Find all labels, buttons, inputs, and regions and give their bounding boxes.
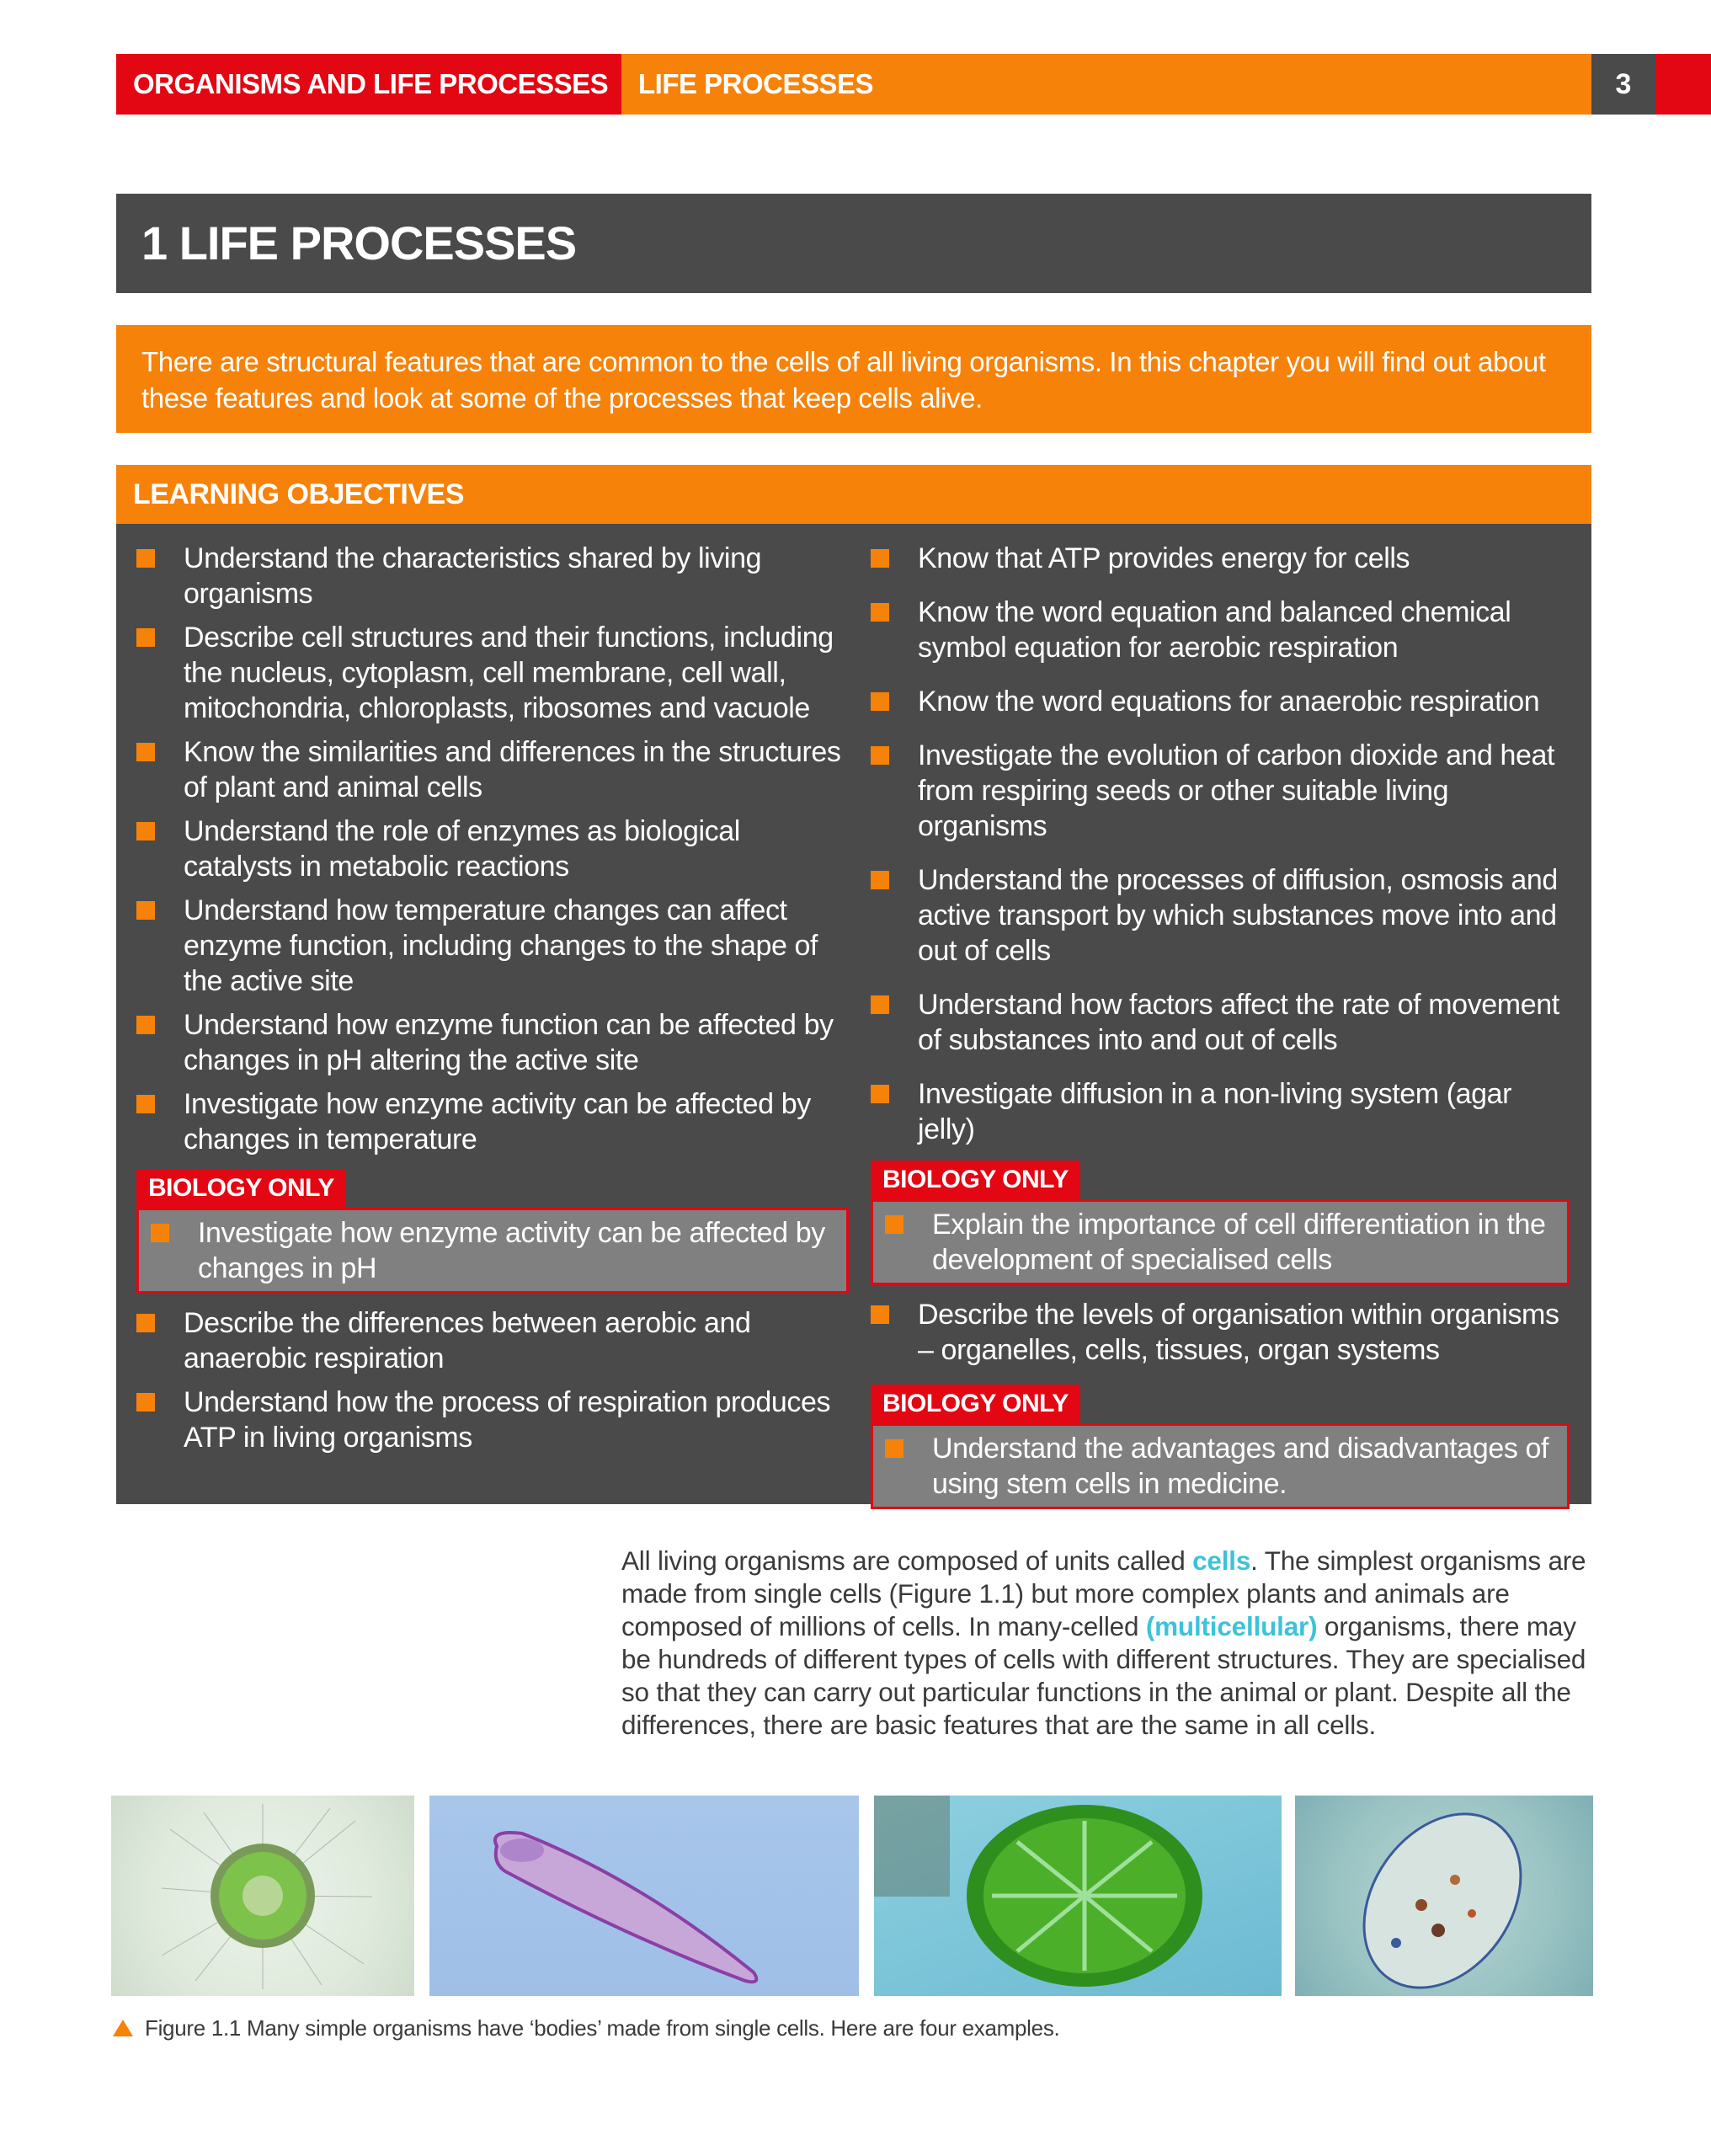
body-paragraph: All living organisms are composed of units called cells. The simplest organisms are made from single cells (Figure 1.1) but more complex plants and animals are composed of millions of cells. In many-celled (multicellular) organisms, there may be hundreds of different types of cells with different structures. They are specialised so that they can carry out particular functions in the animal or plant. Despite all the differences, there are basic features that are the same in all cells. xyxy=(621,1545,1586,1740)
biology-only-label: BIOLOGY ONLY xyxy=(871,1385,1080,1423)
objective-item: Know that ATP provides energy for cells xyxy=(871,541,1570,576)
objective-item: Understand the advantages and disadvantages of using stem cells in medicine. xyxy=(885,1431,1555,1502)
page-number: 3 xyxy=(1591,54,1655,115)
objective-item: Understand how enzyme function can be affected by changes in pH altering the active site xyxy=(136,1007,849,1078)
biology-only-label: BIOLOGY ONLY xyxy=(136,1169,346,1208)
figure-image-paramecium xyxy=(1295,1796,1593,1996)
square-bullet-icon xyxy=(136,1095,155,1113)
header-chapter-title: LIFE PROCESSES xyxy=(638,68,874,99)
objective-item: Explain the importance of cell differentiation in the development of specialised cells xyxy=(885,1207,1555,1278)
biology-only-label: BIOLOGY ONLY xyxy=(871,1161,1080,1199)
square-bullet-icon xyxy=(136,628,155,647)
objective-item: Describe cell structures and their functions, including the nucleus, cytoplasm, cell membrane, cell wall, mitochondria, chloroplasts, ribosomes and vacuole xyxy=(136,620,849,726)
objective-item: Investigate how enzyme activity can be affected by changes in pH xyxy=(151,1215,834,1286)
objective-item: Understand the characteristics shared by living organisms xyxy=(136,541,849,611)
keyword-multicellular[interactable]: (multicellular) xyxy=(1145,1611,1318,1641)
square-bullet-icon xyxy=(136,549,155,568)
objective-item: Understand the processes of diffusion, osmosis and active transport by which substances move into and out of cells xyxy=(871,862,1570,969)
square-bullet-icon xyxy=(885,1215,903,1234)
header-chapter-bar xyxy=(621,54,1591,115)
objective-item: Describe the differences between aerobic and anaerobic respiration xyxy=(136,1305,849,1376)
header-section-bar xyxy=(116,54,621,115)
square-bullet-icon xyxy=(136,1393,155,1412)
figure-image-protozoan xyxy=(429,1796,859,1996)
objective-item: Know the word equations for anaerobic respiration xyxy=(871,684,1570,719)
figure-caption: Figure 1.1 Many simple organisms have ‘bodies’ made from single cells. Here are four examples. xyxy=(113,2011,1059,2045)
objective-item: Understand how the process of respiration produces ATP in living organisms xyxy=(136,1385,849,1455)
square-bullet-icon xyxy=(871,1085,889,1103)
header-end-block xyxy=(1655,54,1711,115)
square-bullet-icon xyxy=(871,1305,889,1324)
square-bullet-icon xyxy=(871,871,889,889)
objectives-left-column xyxy=(136,541,849,1464)
square-bullet-icon xyxy=(871,549,889,568)
header-section-title: ORGANISMS AND LIFE PROCESSES xyxy=(133,68,609,99)
objective-item: Know the similarities and differences in the structures of plant and animal cells xyxy=(136,734,849,805)
objective-item: Understand the role of enzymes as biological catalysts in metabolic reactions xyxy=(136,814,849,884)
keyword-cells[interactable]: cells xyxy=(1192,1545,1251,1576)
objective-item: Investigate how enzyme activity can be affected by changes in temperature xyxy=(136,1086,849,1157)
biology-only-box xyxy=(136,1208,849,1294)
square-bullet-icon xyxy=(136,743,155,761)
figure-image-desmid xyxy=(874,1796,1282,1996)
square-bullet-icon xyxy=(871,603,889,622)
square-bullet-icon xyxy=(136,1016,155,1034)
square-bullet-icon xyxy=(151,1224,169,1242)
square-bullet-icon xyxy=(871,746,889,765)
objective-item: Understand how temperature changes can affect enzyme function, including changes to the shape of the active site xyxy=(136,893,849,999)
figure-image-green-alga xyxy=(111,1796,414,1996)
square-bullet-icon xyxy=(885,1439,903,1458)
square-bullet-icon xyxy=(136,1314,155,1332)
square-bullet-icon xyxy=(136,822,155,841)
square-bullet-icon xyxy=(136,901,155,920)
chapter-title: 1 LIFE PROCESSES xyxy=(116,194,1591,293)
objectives-heading: LEARNING OBJECTIVES xyxy=(116,465,1591,524)
objective-item: Understand how factors affect the rate of movement of substances into and out of cells xyxy=(871,987,1570,1058)
objective-item: Describe the levels of organisation within organisms – organelles, cells, tissues, organ systems xyxy=(871,1297,1570,1368)
chapter-intro: There are structural features that are common to the cells of all living organisms. In this chapter you will find out about these features and look at some of the processes that keep cells alive. xyxy=(116,325,1591,433)
objectives-box xyxy=(116,524,1591,1504)
objective-item: Know the word equation and balanced chemical symbol equation for aerobic respiration xyxy=(871,595,1570,665)
biology-only-box xyxy=(871,1199,1570,1285)
objectives-right-column xyxy=(871,541,1570,1521)
square-bullet-icon xyxy=(871,692,889,711)
triangle-marker-icon xyxy=(113,2020,133,2036)
objective-item: Investigate diffusion in a non-living system (agar jelly) xyxy=(871,1076,1570,1147)
objective-item: Investigate the evolution of carbon dioxide and heat from respiring seeds or other suitable living organisms xyxy=(871,738,1570,844)
biology-only-box xyxy=(871,1423,1570,1509)
square-bullet-icon xyxy=(871,995,889,1014)
